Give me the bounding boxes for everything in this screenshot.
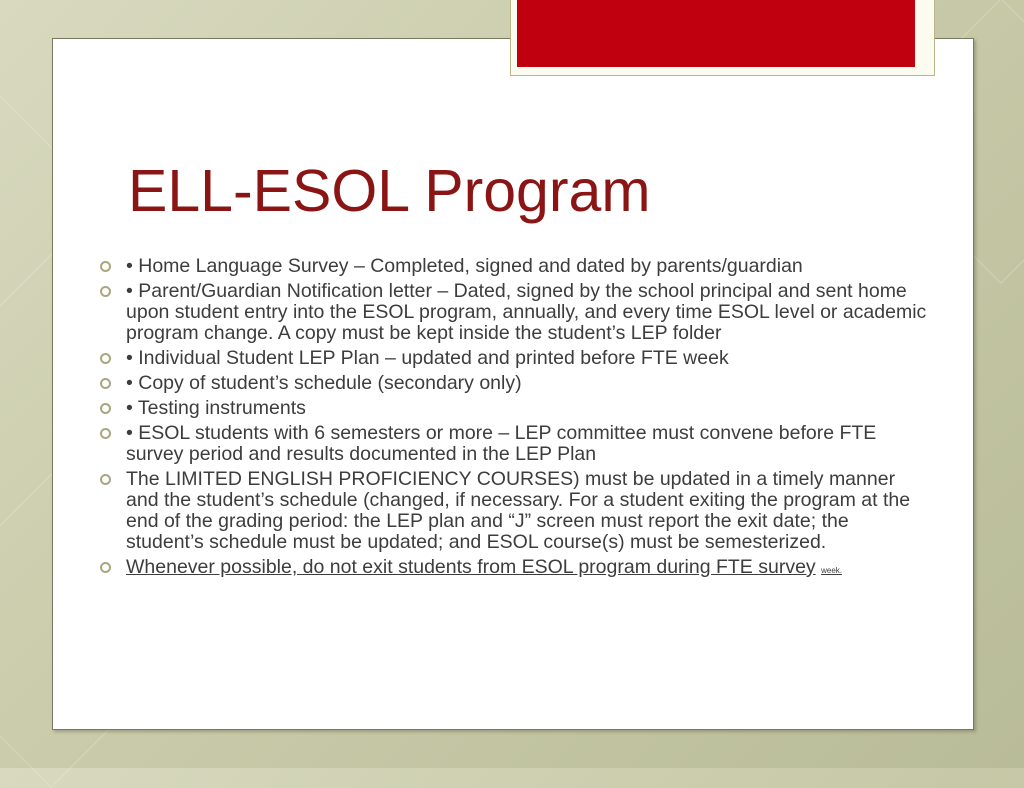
circle-bullet-icon <box>100 403 111 414</box>
bullet-text: • ESOL students with 6 semesters or more – LEP committee must convene before FTE survey period and results documented in the LEP Plan <box>126 422 877 465</box>
circle-bullet-icon <box>100 428 111 439</box>
bullet-text: • Testing instruments <box>126 397 306 419</box>
accent-bar <box>517 0 915 67</box>
bullet-item <box>98 348 928 369</box>
bullet-item <box>98 281 928 344</box>
bullet-link-text[interactable]: Whenever possible, do not exit students from ESOL program during FTE survey <box>126 556 816 578</box>
bullet-small-text: week. <box>821 566 842 575</box>
bullet-item <box>98 373 928 394</box>
bullet-text: • Home Language Survey – Completed, signed and dated by parents/guardian <box>126 255 803 277</box>
circle-bullet-icon <box>100 474 111 485</box>
bullet-text: • Parent/Guardian Notification letter – Dated, signed by the school principal and sent home upon student entry into the ESOL program, annually, and every time ESOL level or academic program change. A copy must be kept inside the student’s LEP folder <box>126 280 927 344</box>
bullet-item <box>98 398 928 419</box>
circle-bullet-icon <box>100 286 111 297</box>
bullet-item <box>98 557 928 581</box>
bullet-list <box>98 256 928 585</box>
circle-bullet-icon <box>100 353 111 364</box>
bullet-text: The LIMITED ENGLISH PROFICIENCY COURSES) must be updated in a timely manner and the student’s schedule (changed, if necessary. For a student exiting the program at the end of the grading period: the LEP plan and “J” screen must report the exit date; the student’s schedule must be updated; and ESOL course(s) must be semesterized. <box>126 468 911 553</box>
bullet-item <box>98 256 928 277</box>
bullet-text: • Individual Student LEP Plan – updated and printed before FTE week <box>126 347 729 369</box>
bullet-text: • Copy of student’s schedule (secondary only) <box>126 372 522 394</box>
bullet-item <box>98 423 928 465</box>
circle-bullet-icon <box>100 562 111 573</box>
bullet-item <box>98 469 928 553</box>
circle-bullet-icon <box>100 261 111 272</box>
slide-title: ELL-ESOL Program <box>128 158 651 224</box>
circle-bullet-icon <box>100 378 111 389</box>
